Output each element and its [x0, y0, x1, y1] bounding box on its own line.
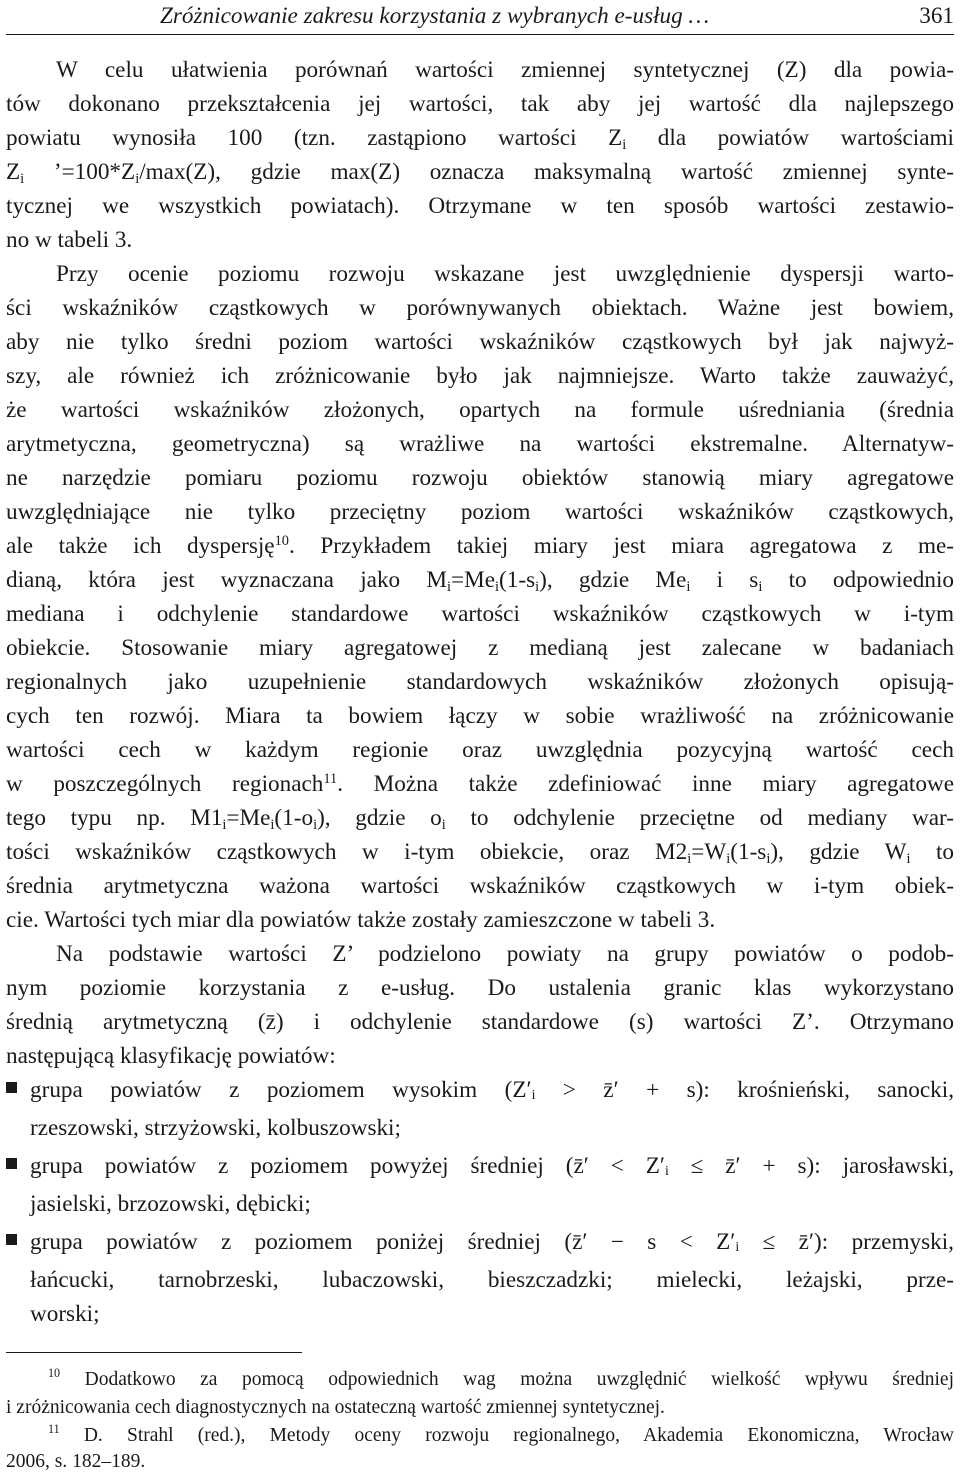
p2-line-1: Przy ocenie poziomu rozwoju wskazane jest uwzględnienie dyspersji warto- — [56, 261, 954, 287]
bullet-1-line-1 — [30, 1074, 954, 1106]
p1-line-4-b: /max(Z), gdzie max(Z) oznacza maksymalną wartość zmiennej synte- — [139, 159, 954, 185]
subscript: i — [535, 579, 540, 595]
bullet-1-formula: Z′ᵢ > z̄′ + s — [512, 1077, 696, 1103]
p1-line-3-end: dla powiatów wartościami — [626, 125, 954, 151]
subscript: i — [622, 137, 627, 153]
p2-line-10-b: =Me — [451, 567, 496, 593]
p2-line-9-b: . Przykładem takiej miary jest miara agregatowa z me- — [288, 533, 954, 559]
p1-line-3 — [6, 122, 954, 154]
p1-line-5: tycznej we wszystkich powiatach). Otrzymane w ten sposób wartości zestawio- — [6, 193, 954, 219]
p2-line-10 — [6, 564, 954, 596]
p1-line-6: no w tabeli 3. — [6, 227, 133, 253]
footnote-11-text: D. Strahl (red.), Metody oceny rozwoju regionalnego, Akademia Ekonomiczna, Wrocław — [83, 1425, 955, 1446]
footnote-rule — [6, 1352, 302, 1353]
p2-line-18 — [6, 836, 954, 868]
subscript: i — [686, 579, 691, 595]
p2-line-5: że wartości wskaźników złożonych, opartych na formule uśredniania (średnia — [6, 397, 954, 423]
p2-line-19: średnia arytmetyczna ważona wartości wskaźników cząstkowych w i-tym obiek- — [6, 873, 954, 899]
footnote-10-text: Dodatkowo za pomocą odpowiednich wag można uwzględnić wielkość wpływu średniej — [84, 1369, 955, 1390]
p2-line-10-e: i s — [690, 567, 759, 593]
p2-line-9-a: ale także ich dyspersję — [6, 533, 275, 559]
bullet-2-line-1 — [30, 1150, 954, 1182]
p1-line-4-a: ’=100*Z — [24, 159, 136, 185]
p2-line-7: ne narzędzie pomiaru poziomu rozwoju obiektów stanowią miary agregatowe — [6, 465, 954, 491]
footnote-ref-10: 10 — [274, 533, 289, 549]
p2-line-10-a: dianą, która jest wyznaczana jako M — [6, 567, 448, 593]
p2-line-10-c: (1-s — [499, 567, 536, 593]
mean-symbol: z̄ — [265, 1009, 276, 1035]
subscript: i — [766, 851, 771, 867]
p2-line-16-a: w poszczególnych regionach — [6, 771, 324, 797]
subscript: i — [906, 851, 911, 867]
p2-line-18-c: (1-s — [730, 839, 767, 865]
bullet-2-line-2: jasielski, brzozowski, dębicki; — [30, 1191, 311, 1217]
subscript: i — [313, 817, 318, 833]
p3-line-2: nym poziomie korzystania z e-usług. Do ustalenia granic klas wykorzystano — [6, 975, 954, 1001]
bullet-2-text: grupa powiatów z poziomem powyżej średniej ( — [30, 1153, 574, 1179]
p2-line-18-a: tości wskaźników cząstkowych w i-tym obiekcie, oraz M2 — [6, 839, 688, 865]
p2-line-13: regionalnych jako uzupełnienie standardowych wskaźników złożonych opisują- — [6, 669, 954, 695]
bullet-2-formula: z̄′ < Z′ᵢ ≤ z̄′ + s — [573, 1153, 807, 1179]
bullet-1-text: grupa powiatów z poziomem wysokim ( — [30, 1077, 513, 1103]
p2-line-16 — [6, 768, 954, 800]
bullet-2-text-end: ): jarosławski, — [806, 1153, 954, 1179]
footnote-11-line-2: 2006, s. 182–189. — [6, 1451, 146, 1472]
p2-line-10-f: to odpowiednio — [762, 567, 954, 593]
subscript: i — [222, 817, 227, 833]
p1-line-3-text: powiatu wynosiła 100 (tzn. zastąpiono wartości Z — [6, 125, 623, 151]
p2-line-17-d: ), gdzie o — [317, 805, 442, 831]
p2-line-3: aby nie tylko średni poziom wartości wskaźników cząstkowych był jak najwyż- — [6, 329, 954, 355]
bullet-1-text-end: ): krośnieński, sanocki, — [695, 1077, 954, 1103]
p1-line-1: W celu ułatwienia porównań wartości zmiennej syntetycznej (Z) dla powia- — [56, 57, 954, 83]
p1-line-2: tów dokonano przekształcenia jej wartości, tak aby jej wartość dla najlepszego — [6, 91, 954, 117]
p2-line-11: mediana i odchylenie standardowe wartości wskaźników cząstkowych w i-tym — [6, 601, 954, 627]
subscript: i — [20, 171, 25, 187]
subscript: i — [270, 817, 275, 833]
p2-line-20: cie. Wartości tych miar dla powiatów także zostały zamieszczone w tabeli 3. — [6, 907, 716, 933]
subscript: i — [495, 579, 500, 595]
p2-line-17 — [6, 802, 954, 834]
p3-line-3-b: ) i odchylenie standardowe (s) wartości Z’. Otrzymano — [275, 1009, 954, 1035]
footnote-10-line-1 — [48, 1366, 954, 1394]
bullet-3-line-2: łańcucki, tarnobrzeski, lubaczowski, bieszczadzki; mielecki, leżajski, prze- — [30, 1267, 954, 1293]
p2-line-6: arytmetyczna, geometryczna) są wrażliwe na wartości ekstremalne. Alternatyw- — [6, 431, 954, 457]
subscript: i — [687, 851, 692, 867]
p2-line-17-a: tego typu np. M1 — [6, 805, 223, 831]
subscript: i — [447, 579, 452, 595]
p1-line-4-text: Z — [6, 159, 21, 185]
p2-line-18-e: to — [910, 839, 955, 865]
header-rule — [6, 34, 954, 35]
running-title: Zróżnicowanie zakresu korzystania z wybranych e-usług … — [160, 3, 710, 29]
bullet-square-icon — [6, 1234, 17, 1245]
subscript: i — [758, 579, 763, 595]
p3-line-1: Na podstawie wartości Z’ podzielono powiaty na grupy powiatów o podob- — [56, 941, 954, 967]
p3-line-4: następującą klasyfikację powiatów: — [6, 1043, 336, 1069]
p2-line-10-d: ), gdzie Me — [539, 567, 687, 593]
p2-line-14: cych ten rozwój. Miara ta bowiem łączy w sobie wrażliwość na zróżnicowanie — [6, 703, 954, 729]
p2-line-18-d: ), gdzie W — [770, 839, 907, 865]
footnote-11-number: 11 — [48, 1422, 60, 1436]
page-number: 361 — [919, 3, 954, 29]
footnote-10-number: 10 — [48, 1366, 61, 1380]
subscript: i — [441, 817, 446, 833]
bullet-3-line-1 — [30, 1226, 954, 1258]
p3-line-3 — [6, 1006, 954, 1038]
p2-line-12: obiekcie. Stosowanie miary agregatowej z medianą jest zalecane w badaniach — [6, 635, 954, 661]
p3-line-3-a: średnią arytmetyczną ( — [6, 1009, 266, 1035]
p2-line-16-b: . Można także zdefiniować inne miary agregatowe — [337, 771, 954, 797]
footnote-11-line-1 — [48, 1422, 954, 1450]
bullet-square-icon — [6, 1158, 17, 1169]
p2-line-18-b: =W — [691, 839, 727, 865]
subscript: i — [135, 171, 140, 187]
bullet-1-line-2: rzeszowski, strzyżowski, kolbuszowski; — [30, 1115, 401, 1141]
p2-line-2: ści wskaźników cząstkowych w porównywanych obiektach. Ważne jest bowiem, — [6, 295, 954, 321]
footnote-ref-11: 11 — [323, 771, 338, 787]
p2-line-17-b: =Me — [226, 805, 271, 831]
bullet-square-icon — [6, 1082, 17, 1093]
bullet-3-formula: z̄′ − s < Z′ᵢ ≤ z̄′ — [572, 1229, 815, 1255]
p1-line-4 — [6, 156, 954, 188]
p2-line-17-c: (1-o — [274, 805, 314, 831]
p2-line-4: szy, ale również ich zróżnicowanie było jak najmniejsze. Warto także zauważyć, — [6, 363, 954, 389]
p2-line-9 — [6, 530, 954, 562]
bullet-3-text: grupa powiatów z poziomem poniżej średniej ( — [30, 1229, 573, 1255]
running-header — [160, 0, 954, 32]
bullet-3-text-end: ): przemyski, — [814, 1229, 954, 1255]
p2-line-8: uwzględniające nie tylko przeciętny poziom wartości wskaźników cząstkowych, — [6, 499, 954, 525]
p2-line-17-e: to odchylenie przeciętne od mediany war- — [445, 805, 954, 831]
footnote-10-line-2: i zróżnicowania cech diagnostycznych na ostateczną wartość zmiennej syntetycznej. — [6, 1397, 665, 1418]
p2-line-15: wartości cech w każdym regionie oraz uwzględnia pozycyjną wartość cech — [6, 737, 954, 763]
subscript: i — [726, 851, 731, 867]
bullet-3-line-3: worski; — [30, 1301, 100, 1327]
